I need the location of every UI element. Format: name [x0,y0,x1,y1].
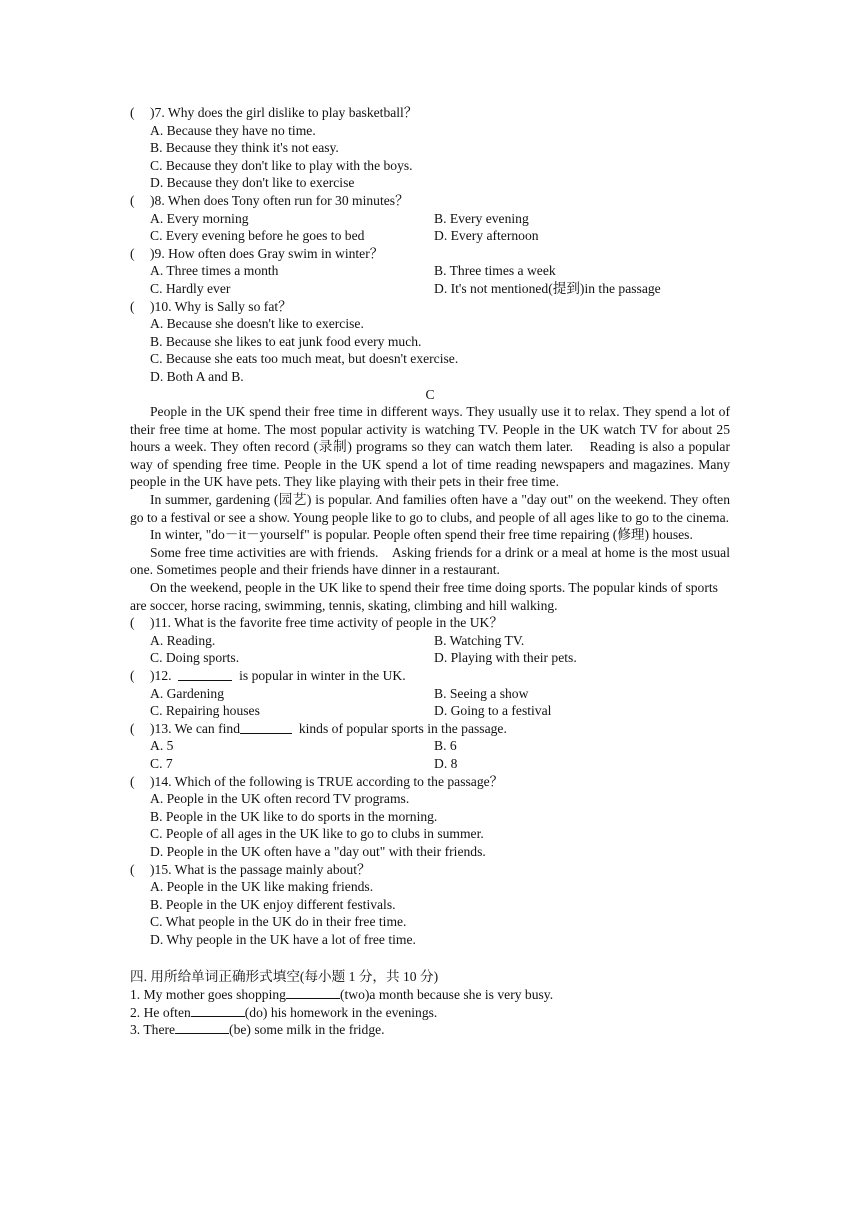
answer-blank [286,985,340,999]
answer-paren: ( [130,105,135,120]
option-b: B. Because they think it's not easy. [150,140,339,156]
item-text-end: (be) some milk in the fridge. [229,1022,385,1038]
option-b: B. Every evening [434,210,529,226]
answer-paren: ( [130,192,135,208]
reading-passage-c [130,386,730,615]
option-a: A. People in the UK often record TV programs. [150,791,410,807]
option-d: D. Going to a festival [434,703,552,719]
item-text-end: (two)a month because she is very busy. [339,987,554,1003]
option-d: D. Every afternoon [434,228,539,244]
question-stem [130,614,730,632]
question-stem [130,245,730,263]
option-d: D. Both A and B. [150,368,244,384]
question-text: )7. Why does the girl dislike to play basketball？ [150,105,418,120]
section-gap [130,949,730,968]
answer-paren: ( [130,615,135,631]
option-row [130,737,730,755]
option-c: C. Hardly ever [150,280,231,296]
option-a: A. Gardening [150,685,224,701]
section-4-fill-in [130,968,730,1038]
answer-paren: ( [130,298,135,314]
question-9 [130,245,730,298]
question-stem [130,192,730,210]
answer-blank [178,667,232,681]
option-c: C. Repairing houses [150,703,260,719]
item-text-end: (do) his homework in the evenings. [244,1004,438,1020]
answer-blank [175,1020,229,1034]
question-text-end: kinds of popular sports in the passage. [292,720,507,736]
option-row [130,280,730,298]
question-11 [130,614,730,667]
item-text-start: 3. There [130,1022,176,1038]
question-stem [130,773,730,791]
answer-paren: ( [130,773,135,789]
option-row [130,702,730,720]
option-b: B. Three times a week [434,263,556,279]
passage-paragraph: Some free time activities are with friends. Asking friends for a drink or a meal at home is the most usual one. Sometimes people and their friends have dinner in a restaurant. [130,544,730,578]
fill-in-item-3 [130,1020,730,1038]
option-row [130,227,730,245]
worksheet-page [130,104,730,1038]
option-d: D. 8 [434,755,458,771]
answer-paren: ( [130,720,135,736]
option-d: D. People in the UK often have a "day out" with their friends. [150,843,486,859]
question-stem [130,298,730,316]
fill-in-item-2 [130,1003,730,1021]
question-text-start: )12. [150,668,179,683]
passage-paragraph: People in the UK spend their free time in different ways. They usually use it to relax. They spend a lot of their free time at home. The most popular activity is watching TV. People in the UK watch TV for about 25 hours a week. They often record (录制) programs so they can watch them later. Reading is also a popular way of spending free time. People in the UK spend a lot of time reading newspapers and magazines. Many people in the UK have pets. They like playing with their pets in their free time. [130,404,730,490]
option-row [130,210,730,228]
question-text-start: )13. We can find [150,720,241,736]
option-row [130,649,730,667]
question-12 [130,667,730,720]
question-text: )8. When does Tony often run for 30 minutes？ [150,192,409,208]
answer-blank [191,1003,245,1017]
option-a: A. Reading. [150,632,216,648]
answer-paren: ( [130,861,135,877]
section-letter: C [425,386,435,402]
question-8 [130,192,730,245]
option-a: A. Three times a month [150,263,279,279]
question-stem [130,720,730,738]
option-b: B. Watching TV. [434,632,525,648]
section-heading: 四. 用所给单词正确形式填空(每小题 1 分，共 10 分) [130,968,439,984]
question-text: )10. Why is Sally so fat？ [150,298,292,314]
answer-blank [240,720,292,734]
option-c: C. Because she eats too much meat, but doesn't exercise. [150,351,459,367]
option-row [130,685,730,703]
question-13 [130,720,730,773]
option-d: D. It's not mentioned(提到)in the passage [434,280,661,296]
passage-paragraph: On the weekend, people in the UK like to spend their free time doing sports. The popular kinds of sports are soccer, horse racing, swimming, tennis, skating, climbing and hill walking. [130,580,718,613]
question-7 [130,104,730,192]
option-b: B. People in the UK enjoy different festivals. [150,896,396,912]
option-row [130,632,730,650]
fill-in-item-1 [130,985,730,1003]
option-a: A. Because she doesn't like to exercise. [150,316,364,332]
option-b: B. Seeing a show [434,685,529,701]
question-stem [130,667,730,685]
option-d: D. Because they don't like to exercise [150,175,355,191]
item-text-start: 1. My mother goes shopping [130,987,286,1003]
option-d: D. Playing with their pets. [434,650,577,666]
question-stem [130,104,730,122]
option-c: C. Every evening before he goes to bed [150,228,365,244]
answer-paren: ( [130,668,135,683]
question-10 [130,298,730,386]
option-row [130,262,730,280]
answer-paren: ( [130,245,135,261]
question-stem [130,861,730,879]
question-text: )15. What is the passage mainly about？ [150,861,371,877]
option-a: A. People in the UK like making friends. [150,879,374,895]
option-c: C. People of all ages in the UK like to go to clubs in summer. [150,826,484,842]
passage-paragraph: In winter, "do－it－yourself" is popular. People often spend their free time repairing (修理) houses. [150,527,693,543]
option-row [130,755,730,773]
option-c: C. What people in the UK do in their free time. [150,914,407,930]
option-b: B. People in the UK like to do sports in the morning. [150,808,438,824]
option-c: C. Because they don't like to play with the boys. [150,157,413,173]
question-text: )9. How often does Gray swim in winter？ [150,245,384,261]
option-a: A. 5 [150,738,174,754]
option-b: B. Because she likes to eat junk food every much. [150,333,422,349]
option-d: D. Why people in the UK have a lot of free time. [150,931,416,947]
question-15 [130,861,730,949]
option-a: A. Every morning [150,210,249,226]
passage-paragraph: In summer, gardening (园艺) is popular. And families often have a "day out" on the weekend. They often go to a festival or see a show. Young people like to go to clubs, and people of all ages like to go to the cinema. [130,492,730,525]
option-c: C. Doing sports. [150,650,240,666]
option-c: C. 7 [150,755,173,771]
question-text-end: is popular in winter in the UK. [232,668,406,683]
question-14 [130,773,730,861]
option-b: B. 6 [434,738,457,754]
item-text-start: 2. He often [130,1004,191,1020]
question-text: )14. Which of the following is TRUE according to the passage？ [150,773,504,789]
option-a: A. Because they have no time. [150,122,316,138]
question-text: )11. What is the favorite free time activity of people in the UK？ [150,615,503,631]
